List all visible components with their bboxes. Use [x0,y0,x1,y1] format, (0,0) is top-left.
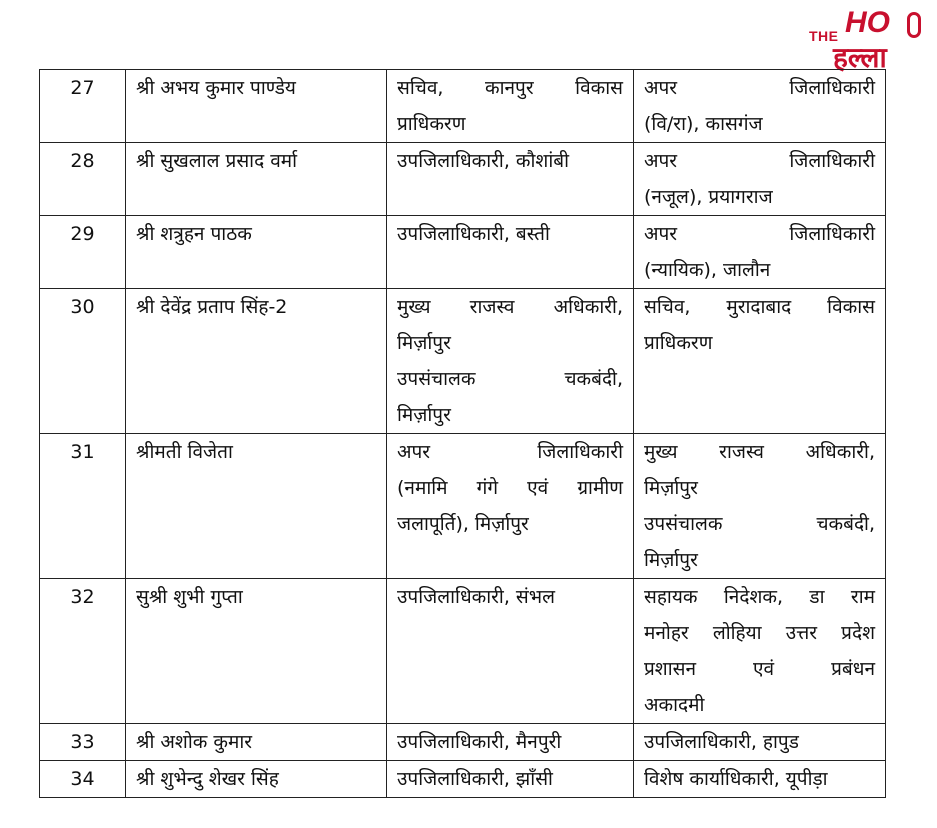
current-post-line: मिर्ज़ापुर [397,404,451,426]
new-post-line: सहायक निदेशक, डा राम [644,586,875,608]
new-post-cell [634,143,886,216]
current-post-line: उपसंचालक चकबंदी, [397,368,623,390]
new-post-line: मिर्ज़ापुर [644,477,698,499]
new-post-cell [634,434,886,579]
current-post-cell [387,289,634,434]
serial-number-cell: 34 [40,761,126,798]
current-post-line: जलापूर्ति), मिर्ज़ापुर [397,513,529,535]
table-row [40,761,886,798]
new-post-line: (न्यायिक), जालौन [644,259,771,281]
current-post-line: उपजिलाधिकारी, झाँसी [397,768,553,790]
current-post-cell [387,434,634,579]
current-post-cell [387,579,634,724]
serial-number-cell: 30 [40,289,126,434]
table-row [40,434,886,579]
current-post-line: उपजिलाधिकारी, मैनपुरी [397,731,562,753]
current-post-line: उपजिलाधिकारी, कौशांबी [397,150,570,172]
table-body [40,70,886,798]
table-row [40,143,886,216]
officer-name-cell: श्री सुखलाल प्रसाद वर्मा [126,143,387,216]
new-post-line: (वि/रा), कासगंज [644,113,763,135]
new-post-line: सचिव, मुरादाबाद विकास [644,296,875,318]
new-post-line: अकादमी [644,694,705,716]
officer-name-cell: श्री अभय कुमार पाण्डेय [126,70,387,143]
new-post-line: अपर जिलाधिकारी [644,223,875,245]
new-post-cell [634,579,886,724]
current-post-line: उपजिलाधिकारी, संभल [397,586,555,608]
logo-ho-text: HO [845,6,890,39]
new-post-line: मनोहर लोहिया उत्तर प्रदेश [644,622,875,644]
current-post-line: मिर्ज़ापुर [397,332,451,354]
new-post-line: अपर जिलाधिकारी [644,77,875,99]
new-post-line: मिर्ज़ापुर [644,549,698,571]
current-post-line: उपजिलाधिकारी, बस्ती [397,223,550,245]
new-post-line: (नजूल), प्रयागराज [644,186,773,208]
new-post-line: मुख्य राजस्व अधिकारी, [644,441,875,463]
serial-number-cell: 29 [40,216,126,289]
serial-number-cell: 28 [40,143,126,216]
current-post-cell [387,143,634,216]
table-row [40,289,886,434]
new-post-cell [634,761,886,798]
serial-number-cell: 27 [40,70,126,143]
officer-name-cell: श्री शत्रुहन पाठक [126,216,387,289]
current-post-cell [387,216,634,289]
logo-halla-text: हल्ला [833,41,887,74]
current-post-cell [387,70,634,143]
logo-the-text: THE [809,28,839,44]
table-row [40,724,886,761]
officer-name-cell: सुश्री शुभी गुप्ता [126,579,387,724]
current-post-line: अपर जिलाधिकारी [397,441,623,463]
new-post-cell [634,216,886,289]
current-post-line: मुख्य राजस्व अधिकारी, [397,296,623,318]
serial-number-cell: 33 [40,724,126,761]
new-post-line: विशेष कार्याधिकारी, यूपीड़ा [644,768,828,790]
new-post-line: उपजिलाधिकारी, हापुड [644,731,799,753]
new-post-line: अपर जिलाधिकारी [644,150,875,172]
current-post-line: प्राधिकरण [397,113,466,135]
current-post-line: सचिव, कानपुर विकास [397,77,623,99]
serial-number-cell: 32 [40,579,126,724]
current-post-cell [387,724,634,761]
new-post-cell [634,724,886,761]
microphone-icon [907,12,921,38]
serial-number-cell: 31 [40,434,126,579]
table-row [40,216,886,289]
officer-name-cell: श्रीमती विजेता [126,434,387,579]
table-row [40,70,886,143]
officer-name-cell: श्री शुभेन्दु शेखर सिंह [126,761,387,798]
new-post-line: प्रशासन एवं प्रबंधन [644,658,875,680]
new-post-line: प्राधिकरण [644,332,713,354]
new-post-line: उपसंचालक चकबंदी, [644,513,875,535]
transfer-list-table [39,69,886,798]
officer-name-cell: श्री अशोक कुमार [126,724,387,761]
new-post-cell [634,70,886,143]
current-post-cell [387,761,634,798]
current-post-line: (नमामि गंगे एवं ग्रामीण [397,477,623,499]
new-post-cell [634,289,886,434]
table-row [40,579,886,724]
officer-name-cell: श्री देवेंद्र प्रताप सिंह-2 [126,289,387,434]
